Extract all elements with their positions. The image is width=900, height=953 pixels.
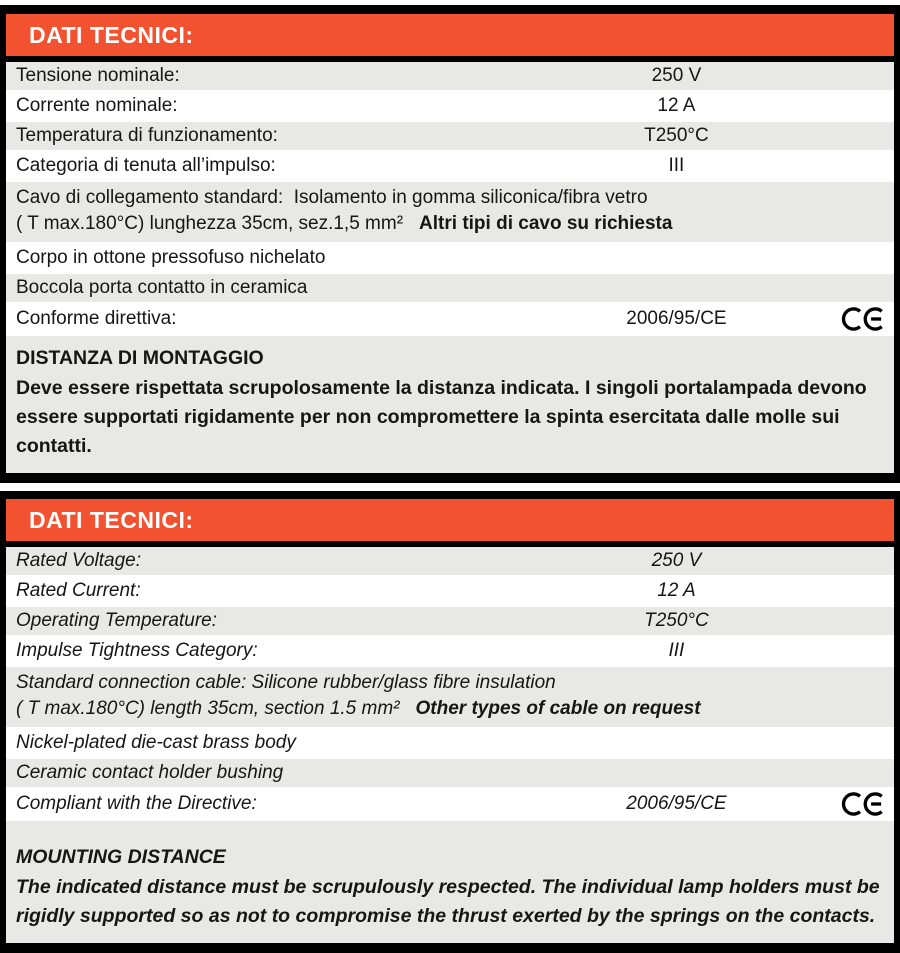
- cable-spec-row: [6, 667, 894, 729]
- directive-row: [6, 304, 894, 336]
- row-label: Boccola porta contatto in ceramica: [16, 276, 308, 298]
- row-value: 2006/95/CE: [626, 792, 727, 814]
- row-label: Categoria di tenuta all’impulso:: [16, 154, 276, 176]
- section-header-english: [6, 499, 894, 547]
- table-row: [6, 152, 894, 182]
- row-label: Corpo in ottone pressofuso nichelato: [16, 246, 326, 268]
- row-value: T250°C: [644, 609, 709, 631]
- row-label: Ceramic contact holder bushing: [16, 761, 284, 783]
- row-label: Rated Current:: [16, 579, 141, 601]
- table-body: [6, 62, 894, 473]
- table-row: [6, 92, 894, 122]
- directive-row: [6, 789, 894, 821]
- bottom-divider-bar: [6, 473, 894, 483]
- ce-mark-icon: [841, 305, 887, 334]
- section-header-italian: [6, 14, 894, 62]
- row-value: III: [668, 639, 685, 661]
- note-title: MOUNTING DISTANCE: [16, 846, 226, 868]
- cable-spec-row: [6, 182, 894, 244]
- top-divider-bar: [6, 5, 894, 14]
- row-value: 250 V: [651, 64, 702, 86]
- table-row: [6, 607, 894, 637]
- row-label: Operating Temperature:: [16, 609, 218, 631]
- note-title: DISTANZA DI MONTAGGIO: [16, 347, 264, 369]
- section-title: DATI TECNICI:: [29, 21, 194, 48]
- row-value: 250 V: [651, 549, 702, 571]
- table-row: [6, 547, 894, 577]
- cable-line-2: [16, 211, 884, 237]
- table-body: [6, 547, 894, 943]
- table-row: [6, 759, 894, 789]
- cable-line-2-bold: Altri tipi di cavo su richiesta: [419, 213, 673, 234]
- row-label: Rated Voltage:: [16, 549, 141, 571]
- row-label: Tensione nominale:: [16, 64, 180, 86]
- table-row: [6, 122, 894, 152]
- table-row: [6, 729, 894, 759]
- tech-data-table-italian: [0, 5, 900, 483]
- bottom-divider-bar: [6, 943, 894, 953]
- cable-line-1: Cavo di collegamento standard: Isolamento in gomma siliconica/fibra vetro: [16, 187, 648, 208]
- row-value: T250°C: [644, 124, 709, 146]
- cable-line-2: [16, 696, 884, 722]
- row-label: Corrente nominale:: [16, 94, 178, 116]
- table-row: [6, 637, 894, 667]
- mounting-distance-note-italian: [6, 336, 894, 473]
- row-value: 12 A: [657, 579, 696, 601]
- row-label: Compliant with the Directive:: [16, 792, 257, 814]
- row-value: 12 A: [657, 94, 696, 116]
- table-row: [6, 274, 894, 304]
- mounting-distance-note-english: [6, 821, 894, 943]
- row-label: Conforme direttiva:: [16, 307, 177, 329]
- note-body: The indicated distance must be scrupulously respected. The individual lamp holders must be rigidly supported so as not to compromise the thrust exerted by the springs on the contacts.: [16, 876, 880, 927]
- table-row: [6, 577, 894, 607]
- section-title: DATI TECNICI:: [29, 506, 194, 533]
- row-label: Impulse Tightness Category:: [16, 639, 258, 661]
- cable-line-1: Standard connection cable: Silicone rubber/glass fibre insulation: [16, 672, 556, 693]
- table-row: [6, 62, 894, 92]
- table-row: [6, 244, 894, 274]
- row-value: 2006/95/CE: [626, 307, 727, 329]
- row-value: III: [668, 154, 685, 176]
- cable-line-2-bold: Other types of cable on request: [415, 698, 701, 719]
- ce-mark-icon: [841, 790, 887, 819]
- tech-data-table-english: [0, 491, 900, 953]
- section-gap: [0, 483, 900, 491]
- cable-line-2-normal: ( T max.180°C) length 35cm, section 1.5 mm²: [16, 698, 400, 719]
- row-label: Nickel-plated die-cast brass body: [16, 731, 296, 753]
- cable-line-2-normal: ( T max.180°C) lunghezza 35cm, sez.1,5 mm²: [16, 213, 404, 234]
- row-label: Temperatura di funzionamento:: [16, 124, 278, 146]
- top-divider-bar: [6, 491, 894, 499]
- note-body: Deve essere rispettata scrupolosamente la distanza indicata. I singoli portalampada devono essere supportati rigidamente per non compromettere la spinta esercitata dalle molle sui contatti.: [16, 377, 867, 457]
